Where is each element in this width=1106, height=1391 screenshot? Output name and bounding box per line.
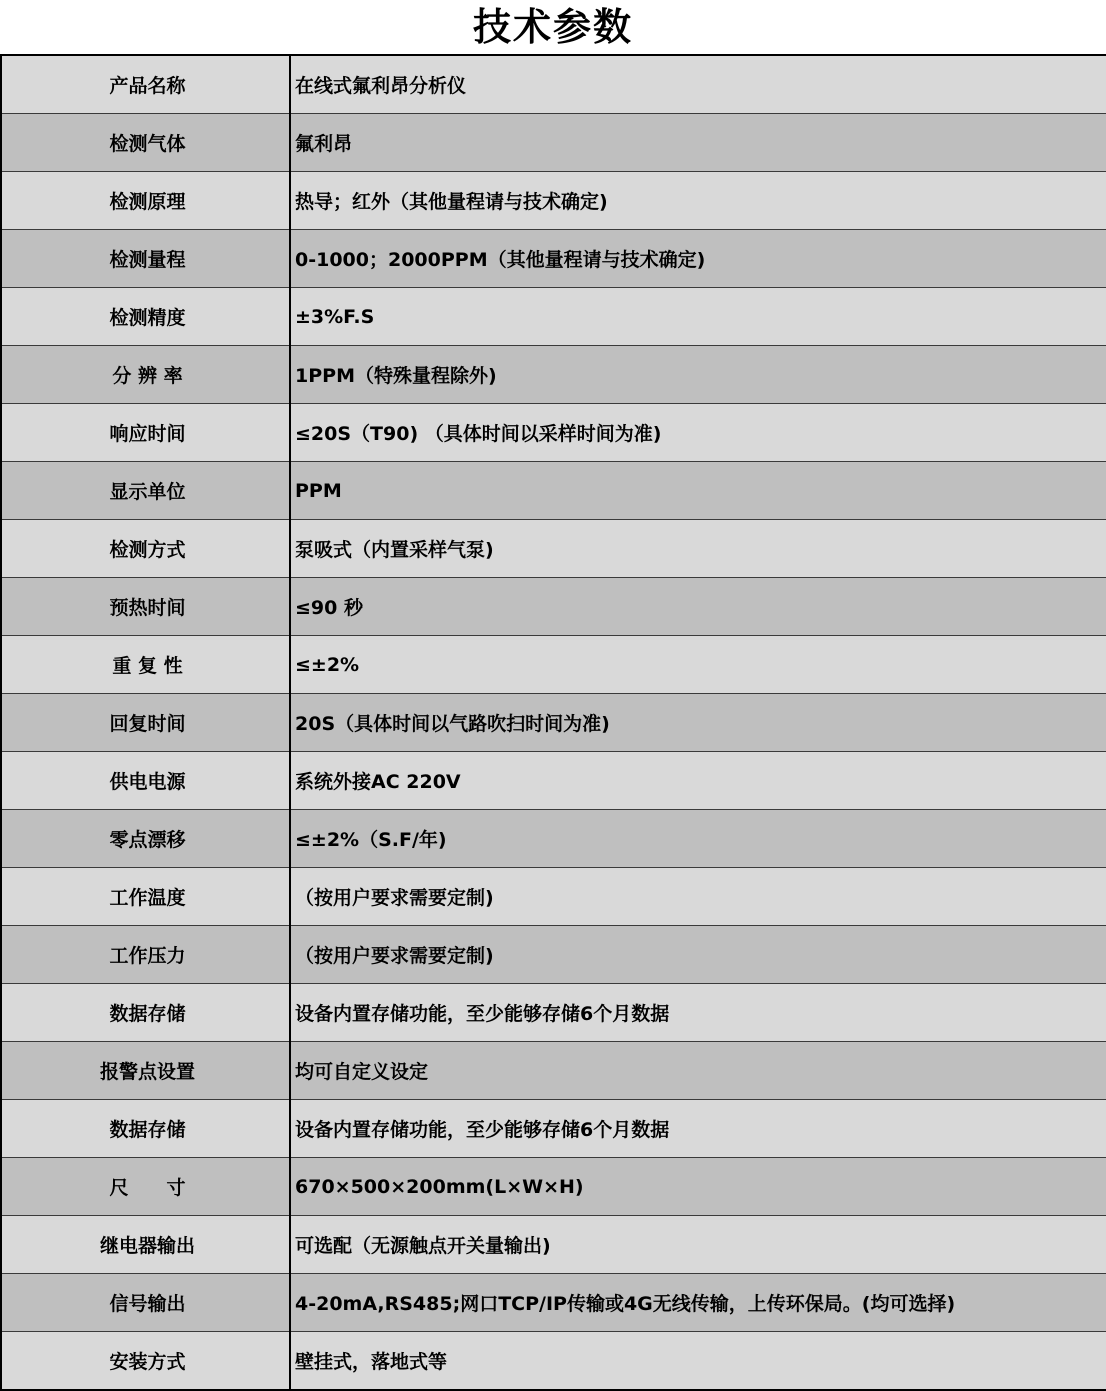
spec-table-body [1, 55, 1106, 1390]
spec-value: 在线式氟利昂分析仪 [290, 55, 1106, 114]
spec-row-working-pressure [1, 926, 1106, 984]
spec-value: 670×500×200mm(L×W×H) [290, 1158, 1106, 1216]
spec-row-working-temperature [1, 868, 1106, 926]
spec-value: 设备内置存储功能，至少能够存储6个月数据 [290, 984, 1106, 1042]
spec-label: 回复时间 [1, 694, 290, 752]
spec-value: 1PPM（特殊量程除外) [290, 346, 1106, 404]
spec-row-alarm-setting [1, 1042, 1106, 1100]
spec-row-measurement-range [1, 230, 1106, 288]
spec-label: 检测量程 [1, 230, 290, 288]
spec-value: ≤±2%（S.F/年) [290, 810, 1106, 868]
spec-row-detection-method [1, 520, 1106, 578]
spec-value: 系统外接AC 220V [290, 752, 1106, 810]
spec-label: 工作温度 [1, 868, 290, 926]
spec-row-detected-gas [1, 114, 1106, 172]
spec-label: 重 复 性 [1, 636, 290, 694]
spec-value: 热导；红外（其他量程请与技术确定) [290, 172, 1106, 230]
spec-value: ≤90 秒 [290, 578, 1106, 636]
spec-value: 可选配（无源触点开关量输出) [290, 1216, 1106, 1274]
spec-label: 供电电源 [1, 752, 290, 810]
spec-row-installation [1, 1332, 1106, 1391]
spec-label: 检测原理 [1, 172, 290, 230]
spec-row-detection-principle [1, 172, 1106, 230]
spec-row-display-unit [1, 462, 1106, 520]
spec-label: 预热时间 [1, 578, 290, 636]
spec-value: （按用户要求需要定制) [290, 868, 1106, 926]
spec-label: 数据存储 [1, 984, 290, 1042]
spec-value: 4-20mA,RS485;网口TCP/IP传输或4G无线传输，上传环保局。(均可选择) [290, 1274, 1106, 1332]
spec-row-data-storage [1, 984, 1106, 1042]
spec-value: 0-1000；2000PPM（其他量程请与技术确定) [290, 230, 1106, 288]
spec-row-product-name [1, 55, 1106, 114]
spec-value: PPM [290, 462, 1106, 520]
spec-label: 零点漂移 [1, 810, 290, 868]
spec-row-data-storage-2 [1, 1100, 1106, 1158]
spec-value: 20S（具体时间以气路吹扫时间为准) [290, 694, 1106, 752]
spec-value: ≤±2% [290, 636, 1106, 694]
spec-table [0, 54, 1106, 1391]
spec-value: 设备内置存储功能，至少能够存储6个月数据 [290, 1100, 1106, 1158]
spec-label: 分 辨 率 [1, 346, 290, 404]
spec-row-power-supply [1, 752, 1106, 810]
spec-row-zero-drift [1, 810, 1106, 868]
spec-row-dimensions [1, 1158, 1106, 1216]
spec-label: 报警点设置 [1, 1042, 290, 1100]
spec-value: 氟利昂 [290, 114, 1106, 172]
spec-label: 数据存储 [1, 1100, 290, 1158]
spec-label: 尺 寸 [1, 1158, 290, 1216]
spec-row-warmup-time [1, 578, 1106, 636]
spec-label: 继电器输出 [1, 1216, 290, 1274]
spec-row-resolution [1, 346, 1106, 404]
spec-row-response-time [1, 404, 1106, 462]
spec-row-relay-output [1, 1216, 1106, 1274]
spec-row-repeatability [1, 636, 1106, 694]
spec-value: ±3%F.S [290, 288, 1106, 346]
spec-label: 信号输出 [1, 1274, 290, 1332]
spec-value: ≤20S（T90) （具体时间以采样时间为准) [290, 404, 1106, 462]
spec-row-signal-output [1, 1274, 1106, 1332]
spec-row-accuracy [1, 288, 1106, 346]
spec-value: 壁挂式，落地式等 [290, 1332, 1106, 1391]
spec-value: （按用户要求需要定制) [290, 926, 1106, 984]
spec-label: 检测气体 [1, 114, 290, 172]
spec-value: 泵吸式（内置采样气泵) [290, 520, 1106, 578]
spec-label: 产品名称 [1, 55, 290, 114]
spec-label: 检测方式 [1, 520, 290, 578]
spec-row-recovery-time [1, 694, 1106, 752]
spec-label: 显示单位 [1, 462, 290, 520]
spec-label: 响应时间 [1, 404, 290, 462]
spec-label: 检测精度 [1, 288, 290, 346]
page-title: 技术参数 [472, 5, 633, 49]
spec-label: 安装方式 [1, 1332, 290, 1391]
spec-label: 工作压力 [1, 926, 290, 984]
spec-value: 均可自定义设定 [290, 1042, 1106, 1100]
